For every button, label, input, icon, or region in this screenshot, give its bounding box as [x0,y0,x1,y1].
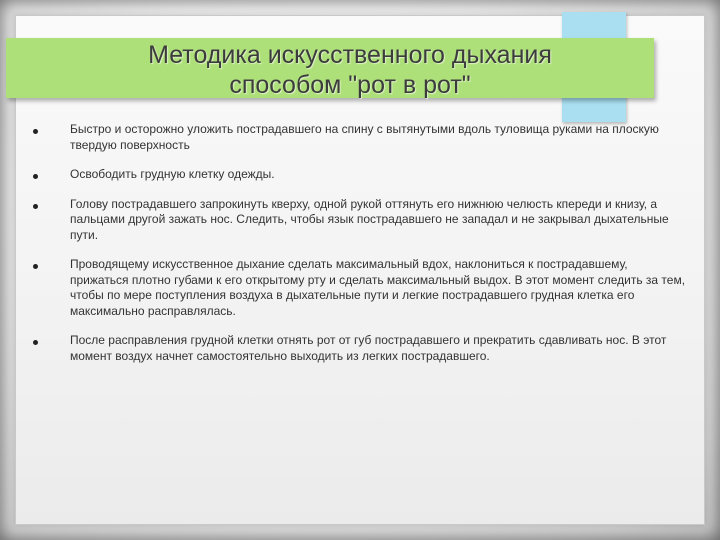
title-line-1: Методика искусственного дыхания [148,41,552,69]
bullet-item [28,167,688,183]
bullet-text: Освободить грудную клетку одежды. [70,167,275,181]
bullet-dot-icon [33,340,38,345]
bullet-dot-icon [33,204,38,209]
bullet-text: Проводящему искусственное дыхание сделать максимальный вдох, наклониться к пострадавшему, прижаться плотно губами к его открытому рту и сделать максимальный выдох. В этот момент следить за тем, чтобы по мере поступления воздуха в дыхательные пути и легкие пострадавшего грудная клетка его максимально расправлялась. [70,257,686,318]
bullet-dot-icon [33,174,38,179]
bullet-item [28,257,688,319]
bullet-text: После расправления грудной клетки отнять рот от губ пострадавшего и прекратить сдавливать нос. В этот момент воздух начнет самостоятельно выходить из легких пострадавшего. [70,333,667,363]
bullet-dot-icon [33,129,38,134]
bullet-text: Голову пострадавшего запрокинуть кверху, одной рукой оттянуть его нижнюю челюсть кпереди и книзу, а пальцами другой зажать нос. Следить, чтобы язык пострадавшего не западал и не закрывал дыхательные пути. [70,196,669,242]
bullet-item [28,122,688,153]
bullet-dot-icon [33,264,38,269]
slide-title [60,40,640,100]
bullet-text: Быстро и осторожно уложить пострадавшего на спину с вытянутыми вдоль туловища руками на плоскую твердую поверхность [70,122,659,152]
bullet-list [28,122,688,364]
title-line-2: способом "рот в рот" [229,71,471,99]
bullet-item [28,197,688,244]
bullet-item [28,333,688,364]
